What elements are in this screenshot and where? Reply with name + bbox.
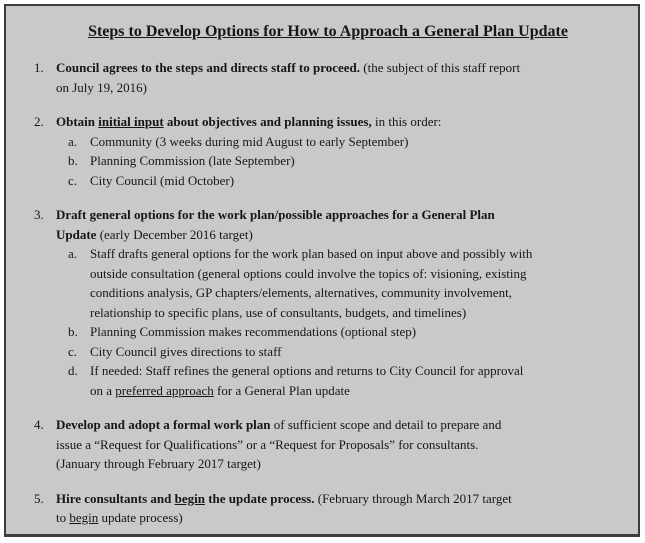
list-item-3 [34, 205, 622, 400]
text-segment: on July 19, 2016) [56, 79, 147, 95]
sub-body [90, 244, 622, 322]
item-body [56, 58, 622, 97]
item-body [56, 112, 622, 190]
sub-body [90, 171, 622, 191]
document-content [6, 6, 638, 528]
text-segment: Planning Commission (late September) [90, 153, 295, 168]
sub-letter: c. [68, 172, 78, 188]
text-segment: (early December 2016 target) [99, 226, 253, 242]
text-segment: update process) [98, 510, 183, 525]
item-heading [56, 205, 622, 244]
sub-letter: a. [68, 133, 78, 149]
item-number: 4. [34, 417, 44, 432]
document-sheet [4, 4, 640, 537]
item-number: 3. [34, 207, 44, 222]
text-segment: begin [69, 510, 99, 525]
text-segment: Update [56, 226, 100, 242]
sub-body [90, 342, 622, 362]
text-segment: Community (3 weeks during mid August to early September) [90, 133, 409, 149]
text-segment: Staff drafts general options for the work plan based on input above and possibly with [90, 246, 533, 261]
sub-item-3b [56, 322, 622, 342]
text-segment: issue a “Request for Qualifications” or a “Request for Proposals” for consultants. [56, 436, 479, 452]
sub-body [90, 151, 622, 171]
text-segment: Develop and adopt a formal work plan [56, 417, 274, 432]
sub-item-2b [56, 151, 622, 171]
item-body [56, 489, 622, 528]
sub-body [90, 322, 622, 342]
text-segment: Council agrees to the steps and directs staff to proceed. [56, 60, 364, 75]
sub-letter: a. [68, 246, 78, 261]
list-item-2 [34, 112, 622, 190]
item-number: 1. [34, 60, 44, 75]
sub-body [90, 132, 622, 152]
text-segment: for a General Plan update [213, 382, 350, 398]
list-item-5 [34, 489, 622, 528]
list-item-1 [34, 58, 622, 97]
sub-item-3a [56, 244, 622, 322]
text-segment: to [56, 510, 70, 525]
sub-letter: d. [68, 363, 78, 378]
text-segment: (the subject of this staff report [363, 60, 521, 75]
text-segment: Planning Commission makes recommendations (optional step) [90, 324, 417, 339]
text-segment: relationship to specific plans, use of consultants, budgets, and timelines) [90, 304, 467, 320]
text-segment: begin [174, 490, 205, 506]
text-segment: If needed: Staff refines the general options and returns to City Council for approval [90, 363, 524, 378]
sub-letter: c. [68, 343, 78, 359]
sub-body [90, 361, 622, 400]
item-body [56, 415, 622, 474]
text-segment: in this order: [374, 114, 442, 129]
sub-letter: b. [68, 324, 78, 339]
sub-item-3c [56, 342, 622, 362]
text-segment: (February through March 2017 target [317, 490, 512, 506]
text-segment: Draft general options for the work plan/possible approaches for a General Plan [56, 207, 495, 222]
text-segment: the update process. [204, 490, 318, 506]
text-segment: initial input [98, 114, 164, 129]
text-segment: on a [90, 382, 116, 398]
text-segment: (January through February 2017 target) [56, 456, 261, 471]
item-body [56, 205, 622, 400]
item-heading [56, 112, 622, 132]
text-segment: City Council gives directions to staff [90, 343, 282, 359]
sub-letter: b. [68, 153, 78, 168]
text-segment: City Council (mid October) [90, 172, 235, 188]
item-number: 5. [34, 490, 44, 506]
text-segment: Obtain [56, 114, 99, 129]
list-item-4 [34, 415, 622, 474]
item-number: 2. [34, 114, 44, 129]
text-segment: about objectives and planning issues, [163, 114, 375, 129]
sub-item-2a [56, 132, 622, 152]
text-segment: preferred approach [115, 382, 214, 398]
text-segment: outside consultation (general options could involve the topics of: visioning, existing [90, 265, 527, 281]
sub-item-2c [56, 171, 622, 191]
text-segment: Hire consultants and [56, 490, 175, 506]
sub-item-3d [56, 361, 622, 400]
text-segment: of sufficient scope and detail to prepare and [273, 417, 502, 432]
text-segment: conditions analysis, GP chapters/elements, alternatives, community involvement, [90, 285, 512, 300]
page-title: Steps to Develop Options for How to Approach a General Plan Update [88, 23, 568, 40]
